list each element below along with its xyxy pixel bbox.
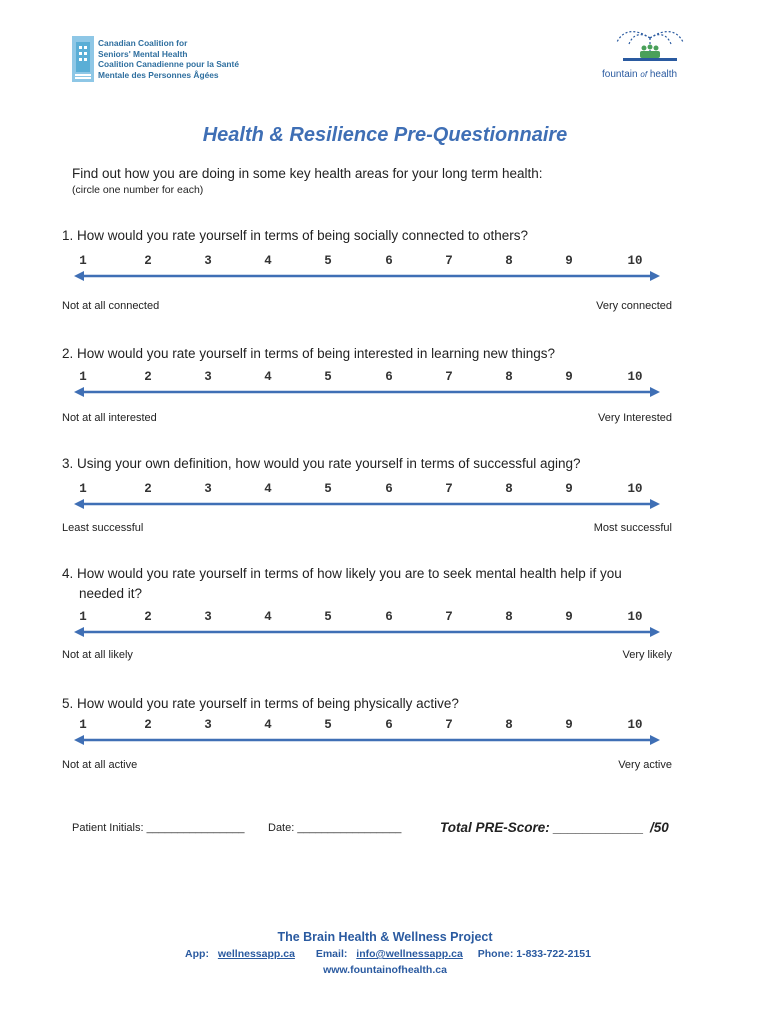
rating-option[interactable]: 10 (627, 718, 643, 732)
rating-option[interactable]: 9 (565, 610, 573, 624)
question-line: needed it? (79, 586, 143, 601)
rating-option[interactable]: 5 (324, 370, 332, 384)
rating-option[interactable]: 8 (505, 370, 513, 384)
rating-option[interactable]: 7 (445, 718, 453, 732)
ccsmh-logo (72, 36, 239, 84)
rating-option[interactable]: 5 (324, 718, 332, 732)
arrowhead-right (650, 499, 660, 509)
rating-option[interactable]: 9 (565, 718, 573, 732)
fountain-of-health-logo (600, 24, 700, 86)
rating-scale (60, 718, 680, 734)
double-arrow-icon (74, 734, 660, 746)
scale-max-label: Very likely (622, 649, 672, 661)
rating-option[interactable]: 3 (204, 482, 212, 496)
rating-scale (60, 610, 680, 626)
ccsmh-line: Coalition Canadienne pour la Santé (98, 59, 239, 69)
scale-min-label: Not at all interested (62, 412, 157, 424)
rating-option[interactable]: 2 (144, 718, 152, 732)
ccsmh-name (98, 38, 239, 80)
rating-option[interactable]: 9 (565, 482, 573, 496)
rating-scale (60, 482, 680, 498)
rating-option[interactable]: 2 (144, 254, 152, 268)
rating-option[interactable]: 9 (565, 370, 573, 384)
arrowhead-right (650, 735, 660, 745)
rating-option[interactable]: 2 (144, 610, 152, 624)
total-score-max: /50 (650, 820, 669, 835)
rating-option[interactable]: 10 (627, 482, 643, 496)
rating-option[interactable]: 6 (385, 610, 393, 624)
scale-min-label: Least successful (62, 522, 144, 534)
rating-option[interactable]: 1 (79, 718, 87, 732)
website-link[interactable]: www.fountainofhealth.ca (323, 964, 447, 976)
rating-option[interactable]: 10 (627, 610, 643, 624)
instruction-hint: (circle one number for each) (72, 184, 204, 196)
patient-initials-field[interactable]: Patient Initials: ________________ (72, 822, 245, 834)
foh-word: fountain (602, 69, 638, 80)
score-fields (72, 820, 692, 840)
question-line: 4. How would you rate yourself in terms of how likely you are to seek mental health help if you (62, 566, 622, 581)
ccsmh-line: Seniors' Mental Health (98, 48, 188, 59)
rating-option[interactable]: 8 (505, 482, 513, 496)
rating-option[interactable]: 3 (204, 610, 212, 624)
rating-option[interactable]: 6 (385, 254, 393, 268)
app-link[interactable]: wellnessapp.ca (217, 948, 295, 960)
arrowhead-left (74, 499, 84, 509)
email-link[interactable]: info@wellnessapp.ca (356, 948, 463, 960)
double-arrow-icon (74, 626, 660, 638)
ccsmh-mark-icon (72, 36, 94, 82)
question-text: 1. How would you rate yourself in terms of being socially connected to others? (62, 228, 528, 243)
arrowhead-right (650, 387, 660, 397)
rating-option[interactable]: 6 (385, 370, 393, 384)
page-title: Health & Resilience Pre-Questionnaire (202, 124, 568, 146)
rating-option[interactable]: 3 (204, 718, 212, 732)
rating-option[interactable]: 7 (445, 610, 453, 624)
rating-option[interactable]: 1 (79, 610, 87, 624)
rating-option[interactable]: 6 (385, 718, 393, 732)
rating-option[interactable]: 8 (505, 718, 513, 732)
rating-option[interactable]: 10 (627, 254, 643, 268)
intro-text: Find out how you are doing in some key health areas for your long term health: (72, 166, 543, 181)
rating-option[interactable]: 7 (445, 482, 453, 496)
app-label: App: (185, 948, 209, 960)
question-text: 5. How would you rate yourself in terms of being physically active? (62, 696, 459, 711)
rating-option[interactable]: 10 (627, 370, 643, 384)
double-arrow-icon (74, 386, 660, 398)
scale-min-label: Not at all likely (62, 649, 133, 661)
rating-option[interactable]: 6 (385, 482, 393, 496)
arrowhead-left (74, 627, 84, 637)
rating-option[interactable]: 8 (505, 254, 513, 268)
rating-option[interactable]: 7 (445, 254, 453, 268)
rating-option[interactable]: 5 (324, 482, 332, 496)
contact-line (0, 948, 770, 960)
rating-option[interactable]: 4 (264, 254, 272, 268)
rating-option[interactable]: 4 (264, 370, 272, 384)
scale-min-label: Not at all connected (62, 300, 160, 312)
rating-scale (60, 370, 680, 386)
ccsmh-line: Mentale des Personnes Âgées (98, 69, 219, 80)
double-arrow-icon (74, 498, 660, 510)
rating-option[interactable]: 5 (324, 254, 332, 268)
arrowhead-left (74, 735, 84, 745)
arrowhead-right (650, 627, 660, 637)
date-field[interactable]: Date: _________________ (268, 822, 402, 834)
scale-min-label: Not at all active (62, 759, 138, 771)
rating-option[interactable]: 5 (324, 610, 332, 624)
foh-word: health (649, 69, 678, 80)
rating-option[interactable]: 4 (264, 482, 272, 496)
foh-word: of (640, 70, 648, 79)
scale-max-label: Very connected (596, 300, 672, 312)
arrowhead-right (650, 271, 660, 281)
phone-contact: Phone: 1-833-722-2151 (477, 948, 591, 960)
project-name: The Brain Health & Wellness Project (277, 930, 493, 944)
rating-option[interactable]: 3 (204, 370, 212, 384)
total-score-field[interactable]: Total PRE-Score: ____________ (440, 820, 644, 835)
rating-option[interactable]: 7 (445, 370, 453, 384)
arrowhead-left (74, 387, 84, 397)
rating-option[interactable]: 2 (144, 482, 152, 496)
ccsmh-line: Canadian Coalition for (98, 38, 188, 48)
rating-option[interactable]: 9 (565, 254, 573, 268)
email-label: Email: (315, 948, 348, 960)
scale-max-label: Very active (618, 759, 672, 771)
app-contact (179, 948, 295, 960)
fountain-of-health-wordmark (602, 69, 677, 80)
double-arrow-icon (74, 270, 660, 282)
rating-option[interactable]: 4 (264, 610, 272, 624)
rating-option[interactable]: 4 (264, 718, 272, 732)
rating-option[interactable]: 1 (79, 254, 87, 268)
rating-scale (60, 254, 680, 270)
scale-max-label: Most successful (593, 522, 672, 534)
question-text: 2. How would you rate yourself in terms of being interested in learning new things? (62, 346, 556, 361)
rating-option[interactable]: 1 (79, 482, 87, 496)
fountain-icon (605, 24, 695, 68)
rating-option[interactable]: 2 (144, 370, 152, 384)
scale-max-label: Very Interested (598, 412, 672, 424)
rating-option[interactable]: 3 (204, 254, 212, 268)
question-text: 3. Using your own definition, how would you rate yourself in terms of successful aging? (62, 456, 581, 471)
rating-option[interactable]: 8 (505, 610, 513, 624)
arrowhead-left (74, 271, 84, 281)
question-text (62, 564, 702, 604)
rating-option[interactable]: 1 (79, 370, 87, 384)
email-contact (310, 948, 463, 960)
